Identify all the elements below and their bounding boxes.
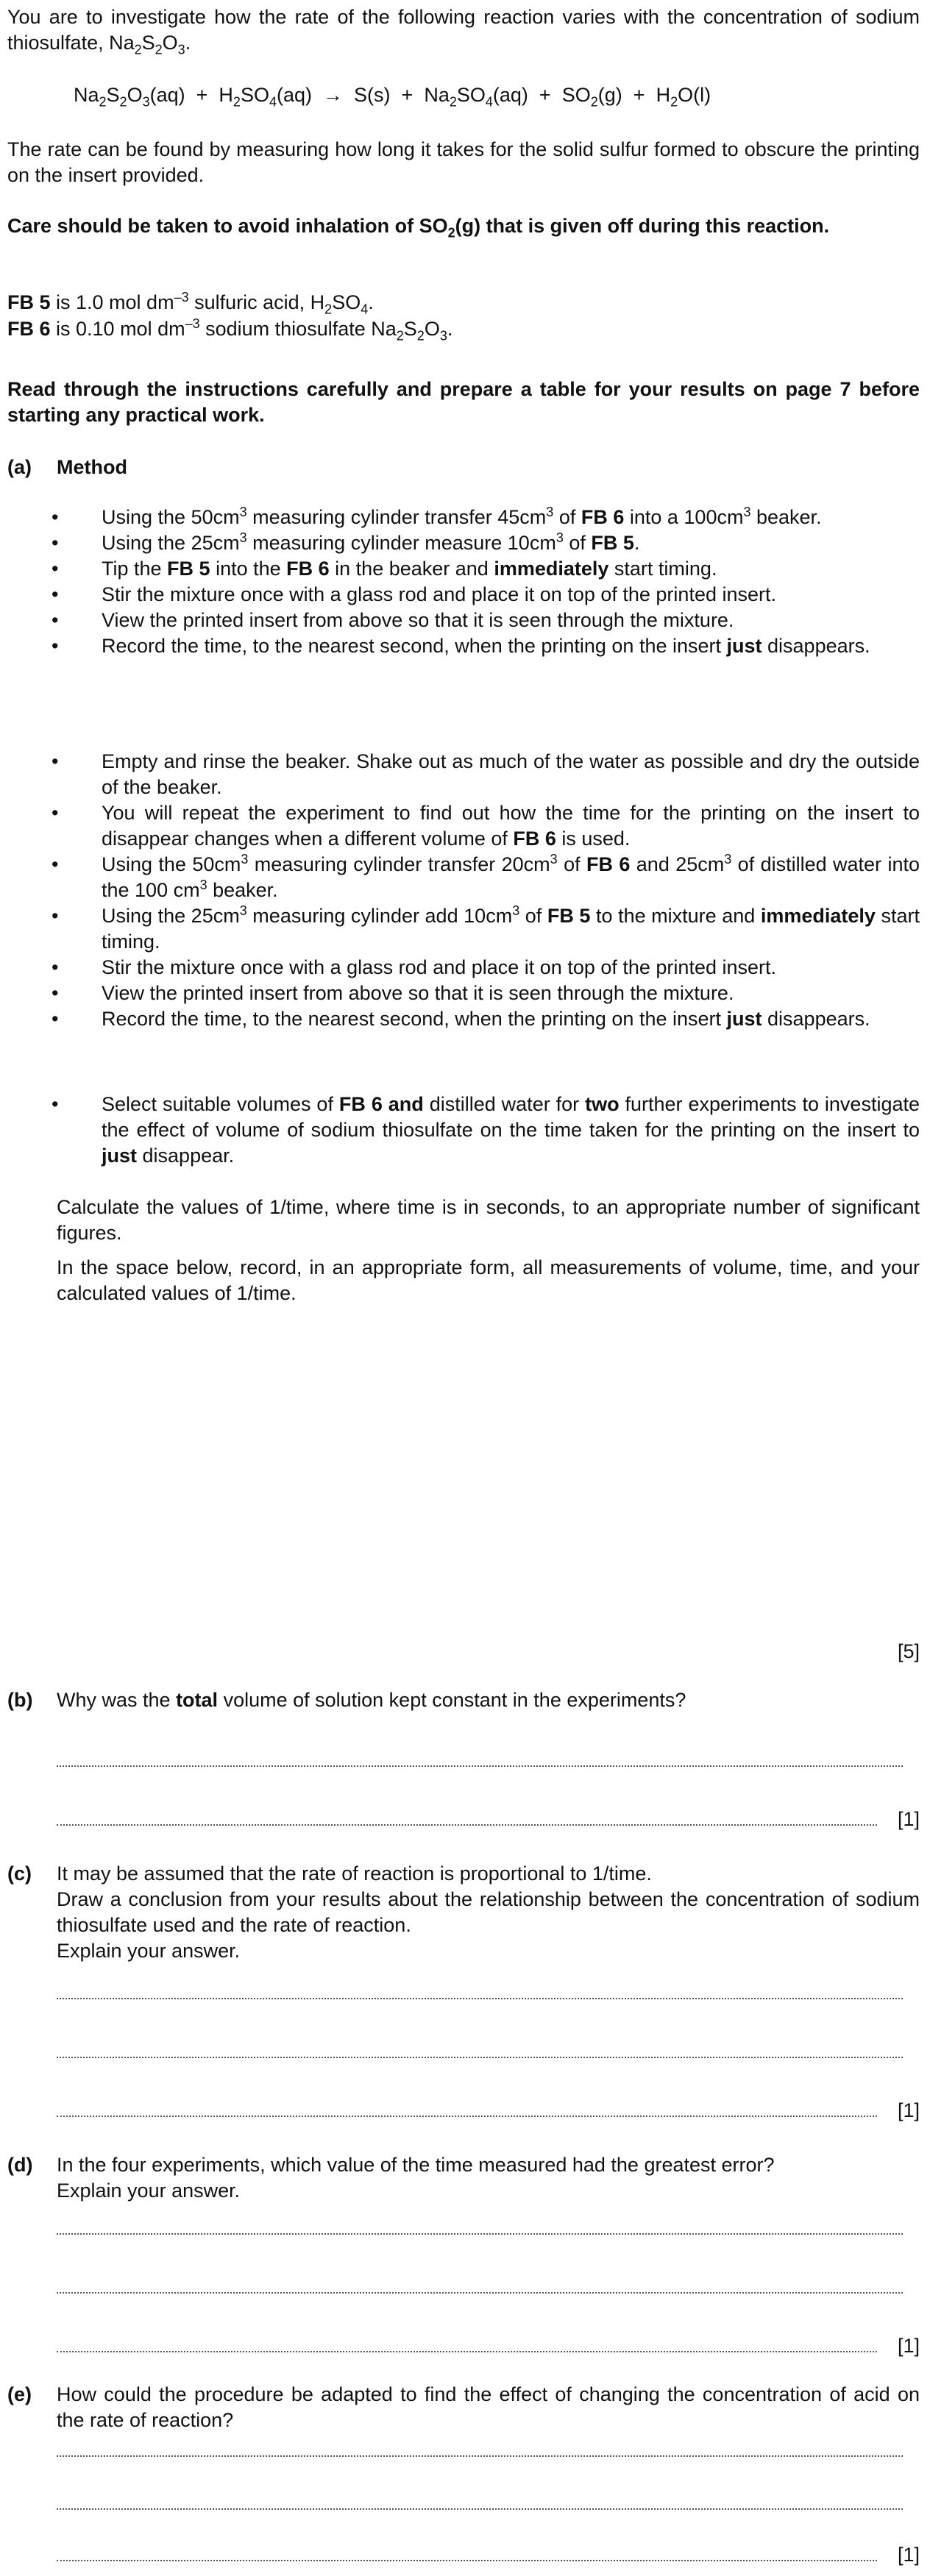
answer-line[interactable] (57, 2455, 903, 2457)
method-step: • Tip the FB 5 into the FB 6 in the beaker and immediately start timing. (52, 556, 920, 582)
part-b-question: Why was the total volume of solution kept constant in the experiments? (57, 1689, 686, 1711)
calc-instruction: Calculate the values of 1/time, where time is in seconds, to an appropriate number of significant figures. (57, 1196, 920, 1244)
rate-paragraph: The rate can be found by measuring how long it takes for the solid sulfur formed to obscure the printing on the insert provided. (7, 138, 920, 186)
part-c-label: (c) (7, 1862, 32, 1885)
method-step: • Select suitable volumes of FB 6 and distilled water for two further experiments to investigate the effect of volume of sodium thiosulfate on the time taken for the printing on the insert to just disappear. (52, 1092, 920, 1169)
method-step: • View the printed insert from above so that it is seen through the mixture. (52, 981, 920, 1006)
method-steps-group-2 (52, 749, 920, 1032)
part-b-marks: [1] (897, 1808, 920, 1830)
part-d-marks: [1] (897, 2335, 920, 2357)
method-step: • You will repeat the experiment to find out how the time for the printing on the insert to disappear changes when a different volume of FB 6 is used. (52, 800, 920, 852)
answer-line[interactable] (57, 2116, 877, 2117)
answer-line[interactable] (57, 1765, 903, 1767)
answer-line[interactable] (57, 2351, 877, 2352)
arrow: → (323, 84, 343, 106)
instructions-note: Read through the instructions carefully and prepare a table for your results on page 7 before starting any practical work. (7, 378, 920, 426)
method-step: • Empty and rinse the beaker. Shake out as much of the water as possible and dry the outside of the beaker. (52, 749, 920, 800)
answer-line[interactable] (57, 1998, 903, 1999)
part-b-label: (b) (7, 1689, 33, 1711)
reagent-fb6: FB 6 is 0.10 mol $dm^{-3}$ sodium thiosulfate $Na_2S_2O_3$. (7, 316, 453, 344)
intro-text: sodium thiosulfate, Na (7, 6, 920, 54)
method-step: • Record the time, to the nearest second, when the printing on the insert just disappears. (52, 633, 920, 659)
answer-line[interactable] (57, 2233, 903, 2235)
part-e-marks: [1] (897, 2544, 920, 2566)
part-e-question: How could the procedure be adapted to find the effect of changing the concentration of acid on the rate of reaction? (57, 2383, 920, 2431)
part-d-question: In the four experiments, which value of the time measured had the greatest error? Explain your answer. (57, 2154, 775, 2202)
answer-line[interactable] (57, 2292, 903, 2294)
method-step: • Using the $50cm^3$ measuring cylinder transfer $20cm^3$ of FB 6 and $25cm^3$ of distilled water into the 100 $cm^3$ beaker. (52, 852, 920, 903)
answer-line[interactable] (57, 2560, 877, 2561)
part-e-label: (e) (7, 2383, 32, 2405)
method-step: • Stir the mixture once with a glass rod and place it on top of the printed insert. (52, 582, 920, 608)
intro-paragraph: You are to investigate how the rate of the following reaction varies with the concentration of sodium thiosulfate, $Na_2S_2O_3$. (7, 6, 920, 57)
part-a-marks: [5] (897, 1640, 920, 1662)
answer-line[interactable] (57, 1824, 877, 1826)
safety-warning: Care should be taken to avoid inhalation of $SO_2(g)$ that is given off during this reaction. (7, 215, 830, 241)
method-heading: Method (57, 456, 127, 478)
method-step: • Record the time, to the nearest second, when the printing on the insert just disappears. (52, 1006, 920, 1032)
record-instruction: In the space below, record, in an appropriate form, all measurements of volume, time, and your calculated values of 1/time. (57, 1256, 920, 1304)
reaction-equation: $Na_2S_2O_3(aq) + H_2SO_4(aq) \to S(s) + Na_2SO_4(aq) + SO_2(g) + H_2O(l)$ (74, 84, 711, 110)
method-step: • Stir the mixture once with a glass rod and place it on top of the printed insert. (52, 955, 920, 981)
method-steps-group-1 (52, 505, 920, 659)
answer-line[interactable] (57, 2057, 903, 2058)
results-answer-space[interactable] (57, 1324, 920, 1611)
method-step: • Using the $50cm^3$ measuring cylinder transfer $45cm^3$ of FB 6 into a $100cm^3$ beaker. (52, 505, 920, 530)
intro-text: You are to investigate how the rate of the following reaction varies with the concentration of (7, 6, 848, 28)
part-a-label: (a) (7, 456, 32, 478)
part-d-label: (d) (7, 2154, 33, 2176)
reagent-fb5: FB 5 is 1.0 mol $dm^{-3}$ sulfuric acid, $H_2SO_4$. (7, 290, 374, 317)
part-c-question: It may be assumed that the rate of reaction is proportional to 1/time. Draw a conclusion from your results about the relationship between the concentration of sodium thiosulfate used and the rate of reaction. Explain your answer. (57, 1862, 920, 1962)
answer-line[interactable] (57, 2508, 903, 2510)
method-step: • Using the $25cm^3$ measuring cylinder add $10cm^3$ of FB 5 to the mixture and immediately start timing. (52, 903, 920, 955)
method-steps-group-3 (52, 1092, 920, 1169)
part-c-marks: [1] (897, 2099, 920, 2121)
method-step: • View the printed insert from above so that it is seen through the mixture. (52, 608, 920, 633)
method-step: • Using the $25cm^3$ measuring cylinder measure $10cm^3$ of FB 5. (52, 530, 920, 556)
